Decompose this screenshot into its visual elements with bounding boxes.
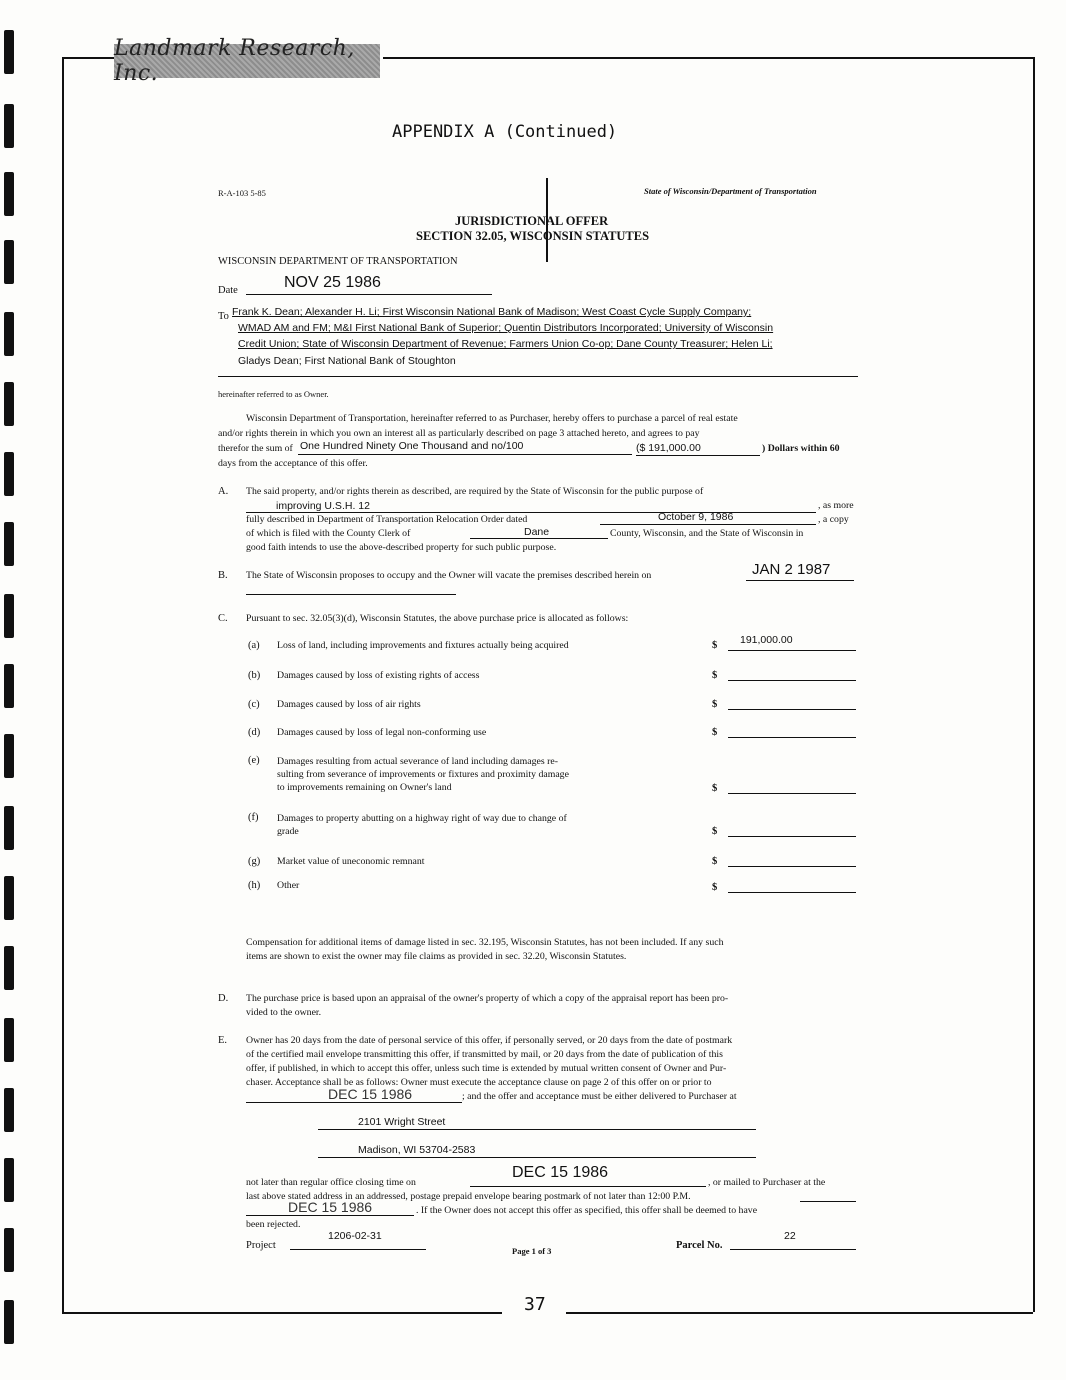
amount-line bbox=[728, 709, 856, 710]
address-underline bbox=[318, 1157, 756, 1158]
item-text: Damages caused by loss of air rights bbox=[277, 699, 421, 710]
frame-rule bbox=[566, 1312, 1033, 1314]
section-letter: A. bbox=[218, 486, 229, 497]
purchaser-street: 2101 Wright Street bbox=[358, 1116, 446, 1128]
date-underline bbox=[246, 294, 492, 295]
order-date: October 9, 1986 bbox=[658, 511, 734, 523]
owner-line: WMAD AM and FM; M&I First National Bank of Superior; Quentin Distributors Incorporated; University of Wisconsin bbox=[238, 322, 774, 334]
section-d-line: vided to the owner. bbox=[246, 1007, 322, 1018]
section-e-line: , or mailed to Purchaser at the bbox=[708, 1177, 826, 1188]
intro-line-post: ) Dollars within 60 bbox=[762, 443, 840, 454]
acceptance-date-underline bbox=[246, 1102, 462, 1103]
intro-line: days from the acceptance of this offer. bbox=[218, 458, 368, 469]
section-a-line: good faith intends to use the above-described property for such public purpose. bbox=[246, 542, 557, 553]
amount-line bbox=[728, 793, 856, 794]
parcel-label: Parcel No. bbox=[676, 1240, 723, 1251]
owner-line: Frank K. Dean; Alexander H. Li; First Wisconsin National Bank of Madison; West Coast Cycle Supply Company; bbox=[232, 306, 752, 318]
section-e-line: been rejected. bbox=[246, 1219, 301, 1230]
section-a-line: of which is filed with the County Clerk of bbox=[246, 528, 411, 539]
sum-underline bbox=[298, 454, 632, 455]
item-key: (e) bbox=[248, 755, 260, 766]
sum-words: One Hundred Ninety One Thousand and no/100 bbox=[300, 440, 524, 452]
section-letter: B. bbox=[218, 570, 228, 581]
vacate-date-underline-2 bbox=[246, 594, 456, 595]
item-amount: 191,000.00 bbox=[740, 634, 793, 646]
purchaser-city: Madison, WI 53704-2583 bbox=[358, 1144, 476, 1156]
date-value: NOV 25 1986 bbox=[284, 274, 381, 291]
section-e-line: chaser. Acceptance shall be as follows: Owner must execute the acceptance clause on page 2 of this offer on or prior to bbox=[246, 1077, 712, 1088]
section-a-line: County, Wisconsin, and the State of Wisconsin in bbox=[610, 528, 804, 539]
dollar-sign: $ bbox=[712, 826, 718, 837]
project-underline bbox=[290, 1249, 426, 1250]
address-underline bbox=[318, 1129, 756, 1130]
intro-line-pre: therefor the sum of bbox=[218, 443, 293, 454]
section-c-intro: Pursuant to sec. 32.05(3)(d), Wisconsin Statutes, the above purchase price is allocated as follows: bbox=[246, 613, 629, 624]
item-text: Damages resulting from actual severance of land including damages re- sulting from severance of improvements or fixtures and proximity damage to improvements remaining on Owner's land bbox=[277, 756, 569, 793]
to-label: To bbox=[218, 311, 229, 322]
item-key: (b) bbox=[248, 670, 261, 681]
section-e-line: ; and the offer and acceptance must be either delivered to Purchaser at bbox=[462, 1091, 737, 1102]
section-letter: C. bbox=[218, 613, 228, 624]
order-date-underline bbox=[600, 524, 816, 525]
section-a-line: The said property, and/or rights therein as described, are required by the State of Wisconsin for the public purpose of bbox=[246, 486, 704, 497]
item-text: Loss of land, including improvements and fixtures actually being acquired bbox=[277, 640, 569, 651]
frame-rule bbox=[383, 57, 1033, 59]
page-frame bbox=[62, 57, 1035, 1312]
date-label: Date bbox=[218, 285, 238, 296]
section-b-text: The State of Wisconsin proposes to occupy and the Owner will vacate the premises described herein on bbox=[246, 570, 652, 581]
amount-underline bbox=[636, 455, 760, 456]
dollar-sign: $ bbox=[712, 699, 718, 710]
county-name: Dane bbox=[524, 526, 550, 538]
amount-line bbox=[728, 650, 856, 651]
item-text: Other bbox=[277, 880, 300, 891]
public-purpose: improving U.S.H. 12 bbox=[276, 500, 370, 512]
hereinafter-text: hereinafter referred to as Owner. bbox=[218, 389, 329, 399]
closing-date: DEC 15 1986 bbox=[512, 1164, 609, 1181]
item-key: (d) bbox=[248, 727, 261, 738]
item-key: (h) bbox=[248, 880, 261, 891]
amount-line bbox=[728, 866, 856, 867]
section-a-line: fully described in Department of Transportation Relocation Order dated bbox=[246, 514, 528, 525]
item-key: (g) bbox=[248, 856, 261, 867]
item-key: (a) bbox=[248, 640, 260, 651]
project-label: Project bbox=[246, 1240, 276, 1251]
dollar-sign: $ bbox=[712, 727, 718, 738]
compensation-note: items are shown to exist the owner may file claims as provided in sec. 32.20, Wisconsin Statutes. bbox=[246, 951, 627, 962]
binder-marks bbox=[4, 0, 20, 1380]
item-text: Market value of uneconomic remnant bbox=[277, 856, 425, 867]
owner-line: Credit Union; State of Wisconsin Department of Revenue; Farmers Union Co-op; Dane County Treasurer; Helen Li; bbox=[238, 338, 773, 350]
dollar-sign: $ bbox=[712, 640, 718, 651]
section-letter: D. bbox=[218, 993, 229, 1004]
section-e-line: offer, if published, in which to accept this offer, unless such time is extended by mutual written consent of Owner and Pur- bbox=[246, 1063, 727, 1074]
form-number: R-A-103 5-85 bbox=[218, 188, 266, 198]
owner-underline bbox=[218, 376, 858, 377]
section-letter: E. bbox=[218, 1035, 228, 1046]
item-text: Damages caused by loss of existing rights of access bbox=[277, 670, 480, 681]
section-e-line: of the certified mail envelope transmitting this offer, if transmitted by mail, or 20 days from the date of publication of this bbox=[246, 1049, 723, 1060]
sum-amount: ($ 191,000.00 bbox=[636, 442, 701, 454]
postmark-date-underline bbox=[246, 1215, 414, 1216]
item-key: (c) bbox=[248, 699, 260, 710]
company-logo: Landmark Research, Inc. bbox=[114, 44, 380, 78]
item-text: Damages caused by loss of legal non-conforming use bbox=[277, 727, 487, 738]
agency-header: State of Wisconsin/Department of Transportation bbox=[644, 186, 817, 196]
section-a-copy: , a copy bbox=[818, 514, 849, 525]
frame-rule bbox=[62, 1312, 502, 1314]
amount-line bbox=[728, 892, 856, 893]
vacate-date-underline bbox=[746, 580, 854, 581]
project-number: 1206-02-31 bbox=[328, 1230, 382, 1242]
statute-title: SECTION 32.05, WISCONSIN STATUTES bbox=[416, 229, 650, 243]
section-e-line: not later than regular office closing time on bbox=[246, 1177, 416, 1188]
page-number: 37 bbox=[524, 1294, 546, 1315]
section-e-line: last above stated address in an addressed, postage prepaid envelope bearing postmark of not later than 12:00 P.M. bbox=[246, 1191, 691, 1202]
dollar-sign: $ bbox=[712, 882, 718, 893]
vacate-date: JAN 2 1987 bbox=[752, 561, 831, 578]
dollar-sign: $ bbox=[712, 856, 718, 867]
section-d-line: The purchase price is based upon an appraisal of the owner's property of which a copy of the appraisal report has been pro- bbox=[246, 993, 729, 1004]
closing-date-underline bbox=[470, 1186, 706, 1187]
parcel-underline bbox=[730, 1249, 856, 1250]
dollar-sign: $ bbox=[712, 783, 718, 794]
dollar-sign: $ bbox=[712, 670, 718, 681]
county-underline bbox=[470, 538, 608, 539]
parcel-number: 22 bbox=[784, 1230, 796, 1242]
amount-line bbox=[728, 680, 856, 681]
appendix-title: APPENDIX A (Continued) bbox=[392, 122, 618, 142]
page-indicator: Page 1 of 3 bbox=[512, 1246, 552, 1256]
department-name: WISCONSIN DEPARTMENT OF TRANSPORTATION bbox=[218, 256, 458, 267]
section-a-as-more: , as more bbox=[818, 500, 854, 511]
intro-line: and/or rights therein in which you own an interest all as particularly described on page 3 attached hereto, and agrees to pay bbox=[218, 428, 700, 439]
frame-rule bbox=[62, 57, 114, 59]
item-text: Damages to property abutting on a highway right of way due to change of grade bbox=[277, 813, 567, 837]
offer-title: JURISDICTIONAL OFFER bbox=[455, 214, 609, 228]
postmark-date: DEC 15 1986 bbox=[288, 1199, 373, 1215]
intro-line: Wisconsin Department of Transportation, hereinafter referred to as Purchaser, hereby offers to purchase a parcel of real estate bbox=[246, 413, 738, 424]
owner-line: Gladys Dean; First National Bank of Stoughton bbox=[238, 355, 456, 367]
amount-line bbox=[728, 737, 856, 738]
amount-line bbox=[728, 836, 856, 837]
section-e-line: . If the Owner does not accept this offer as specified, this offer shall be deemed to have bbox=[416, 1205, 758, 1216]
compensation-note: Compensation for additional items of damage listed in sec. 32.195, Wisconsin Statutes, has not been included. If any such bbox=[246, 937, 724, 948]
postmark-underline bbox=[800, 1201, 856, 1202]
section-e-line: Owner has 20 days from the date of personal service of this offer, if personally served, or 20 days from the date of postmark bbox=[246, 1035, 733, 1046]
item-key: (f) bbox=[248, 812, 259, 823]
acceptance-date: DEC 15 1986 bbox=[328, 1086, 413, 1102]
